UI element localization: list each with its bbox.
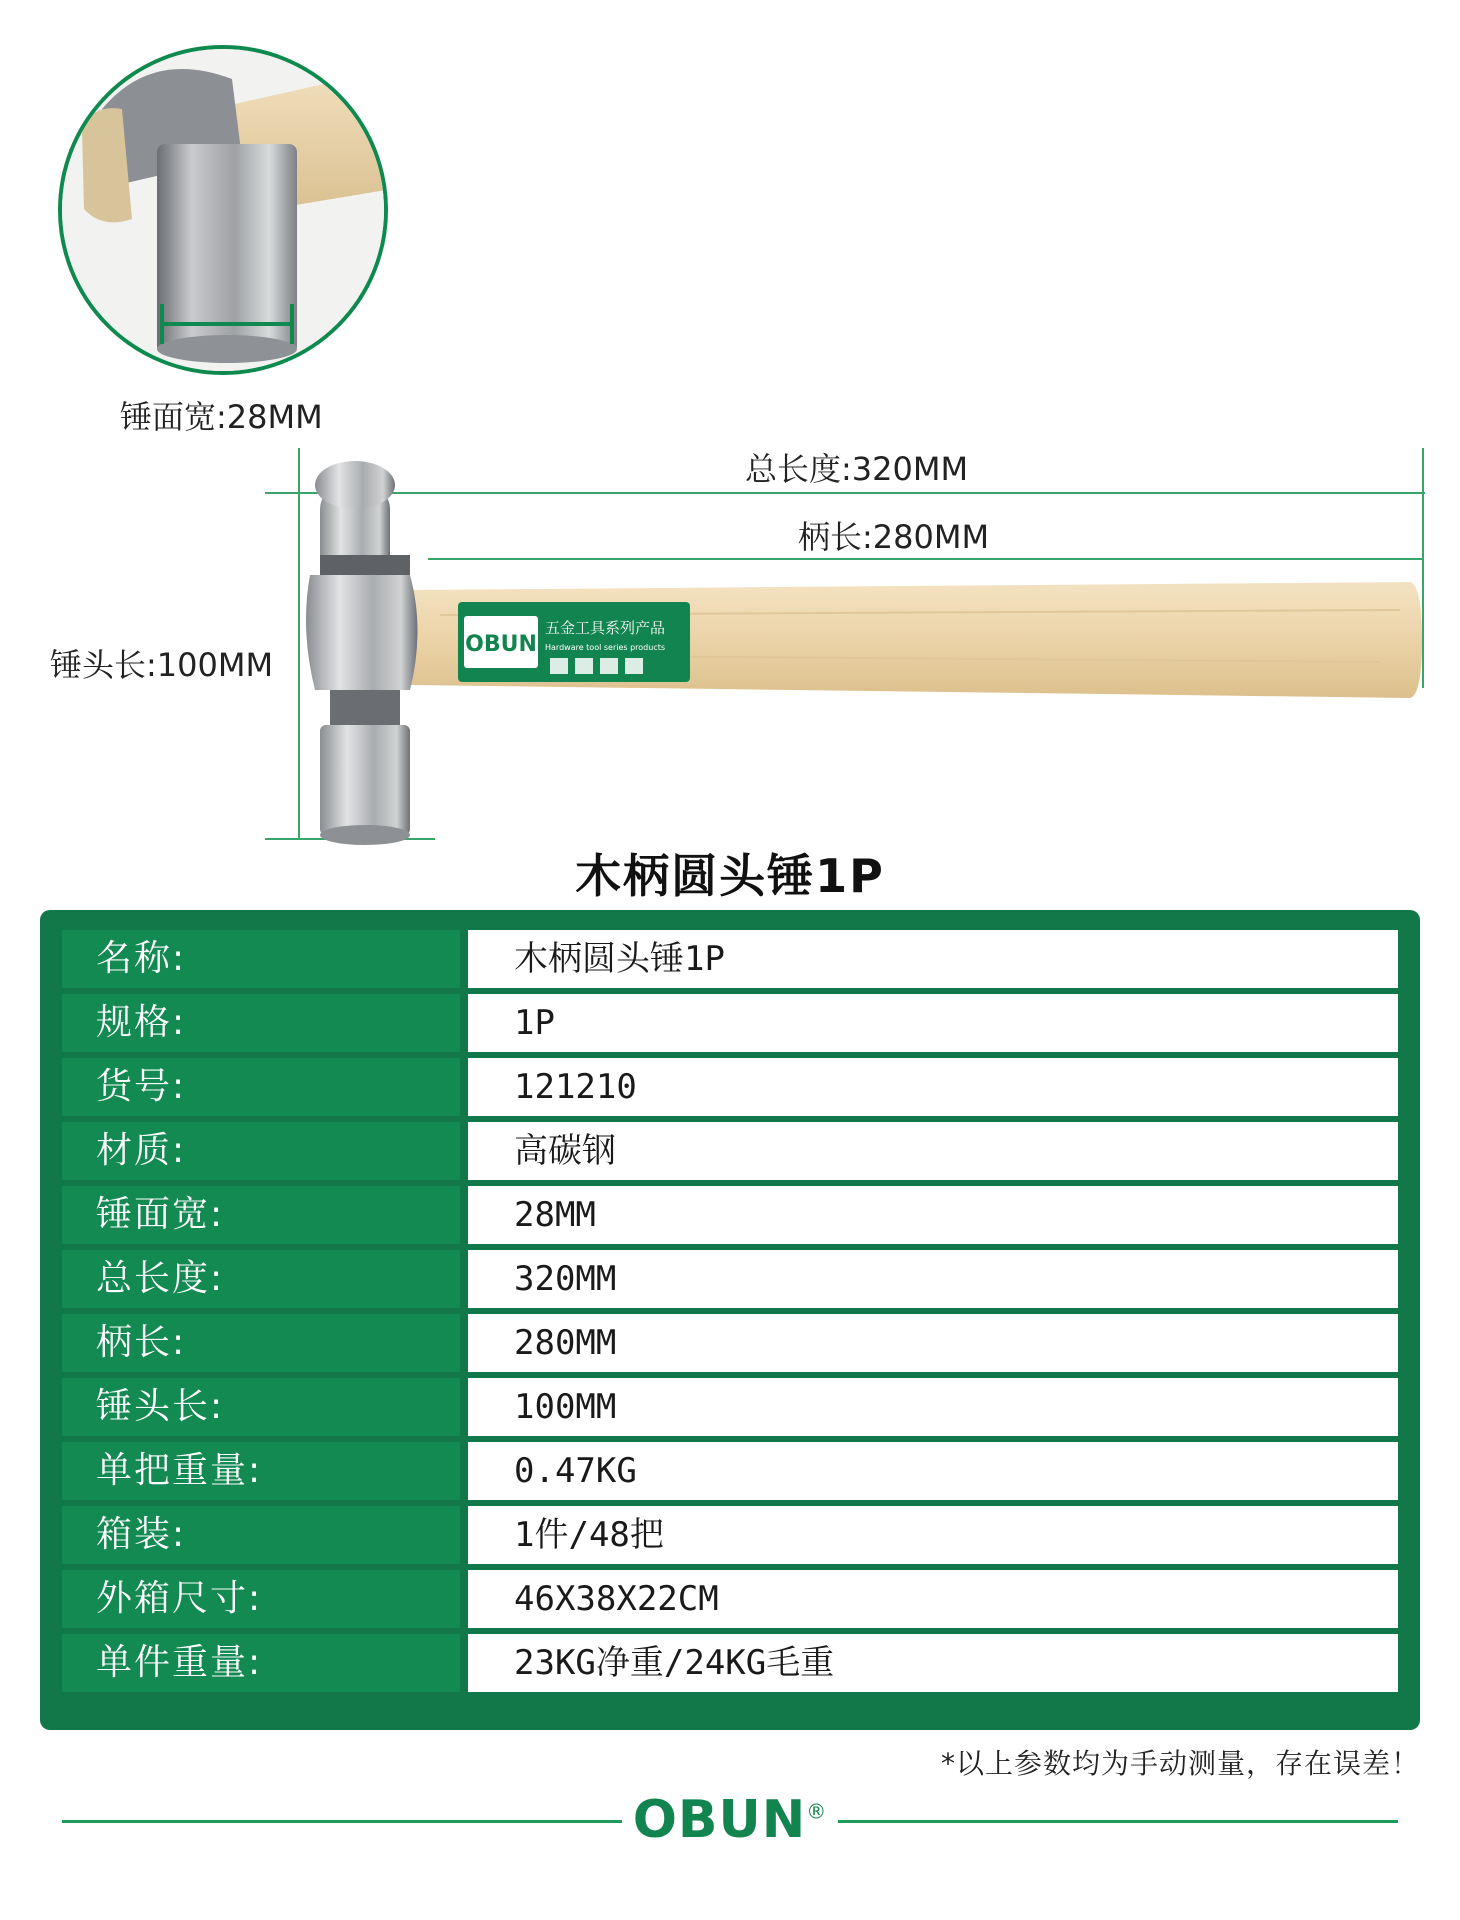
registered-mark: ®	[806, 1799, 828, 1824]
hammer-face-image	[62, 49, 384, 371]
spec-value: 121210	[468, 1058, 1398, 1116]
spec-label: 材质:	[62, 1122, 460, 1180]
spec-value: 0.47KG	[468, 1442, 1398, 1500]
sticker-series-cn: 五金工具系列产品	[545, 619, 666, 637]
spec-value: 木柄圆头锤1P	[468, 930, 1398, 988]
footer-brand: OBUN	[632, 1790, 807, 1850]
spec-row-total-length	[62, 1250, 1398, 1308]
spec-label: 名称:	[62, 930, 460, 988]
hammer-image	[260, 440, 1440, 860]
spec-row-carton-weight	[62, 1634, 1398, 1692]
spec-value: 1件/48把	[468, 1506, 1398, 1564]
spec-value: 28MM	[468, 1186, 1398, 1244]
spec-label: 单把重量:	[62, 1442, 460, 1500]
spec-row-item-number	[62, 1058, 1398, 1116]
spec-row-size	[62, 994, 1398, 1052]
spec-row-carton-size	[62, 1570, 1398, 1628]
spec-table	[40, 910, 1420, 1730]
spec-value: 100MM	[468, 1378, 1398, 1436]
spec-value: 1P	[468, 994, 1398, 1052]
hammer-face-zoom	[58, 45, 388, 375]
face-width-label: 锤面宽:28MM	[120, 398, 323, 436]
product-title: 木柄圆头锤1P	[575, 849, 885, 903]
spec-label: 锤头长:	[62, 1378, 460, 1436]
footer-logo	[0, 1790, 1460, 1850]
spec-label: 单件重量:	[62, 1634, 460, 1692]
spec-label: 箱装:	[62, 1506, 460, 1564]
spec-label: 外箱尺寸:	[62, 1570, 460, 1628]
spec-value: 320MM	[468, 1250, 1398, 1308]
spec-row-packing	[62, 1506, 1398, 1564]
measurement-disclaimer: *以上参数均为手动测量，存在误差！	[940, 1747, 1420, 1780]
total-length-label: 总长度:320MM	[745, 450, 969, 488]
spec-row-face-width	[62, 1186, 1398, 1244]
spec-row-unit-weight	[62, 1442, 1398, 1500]
sticker-brand: OBUN	[465, 632, 537, 657]
sticker-series-en: Hardware tool series products	[545, 643, 666, 652]
spec-label: 货号:	[62, 1058, 460, 1116]
spec-label: 柄长:	[62, 1314, 460, 1372]
spec-label: 总长度:	[62, 1250, 460, 1308]
spec-value: 46X38X22CM	[468, 1570, 1398, 1628]
spec-value: 280MM	[468, 1314, 1398, 1372]
spec-label: 规格:	[62, 994, 460, 1052]
spec-row-name	[62, 930, 1398, 988]
spec-value: 高碳钢	[468, 1122, 1398, 1180]
spec-label: 锤面宽:	[62, 1186, 460, 1244]
spec-row-head-length	[62, 1378, 1398, 1436]
head-length-label: 锤头长:100MM	[50, 646, 274, 684]
spec-row-handle-length	[62, 1314, 1398, 1372]
spec-row-material	[62, 1122, 1398, 1180]
handle-length-label: 柄长:280MM	[798, 518, 990, 556]
spec-value: 23KG净重/24KG毛重	[468, 1634, 1398, 1692]
